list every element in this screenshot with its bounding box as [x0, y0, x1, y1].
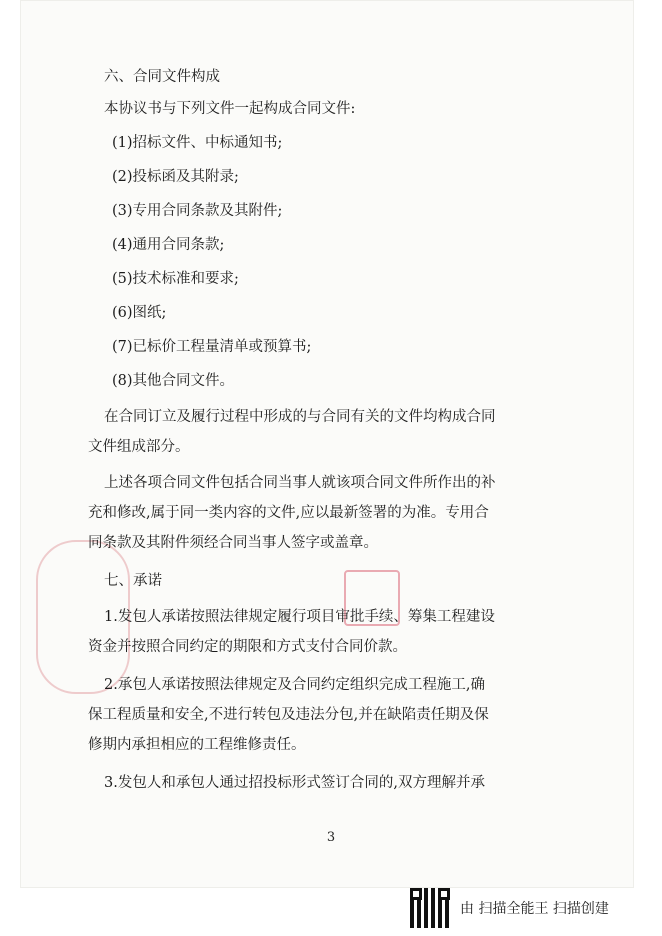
paragraph-line: 文件组成部分。: [88, 439, 190, 455]
list-item: (7)已标价工程量清单或预算书;: [112, 339, 312, 355]
list-item: (3)专用合同条款及其附件;: [112, 203, 283, 219]
list-item: (4)通用合同条款;: [112, 237, 225, 253]
page-number: 3: [326, 830, 336, 845]
section-7-title: 七、承诺: [104, 573, 162, 589]
paragraph-line: 上述各项合同文件包括合同当事人就该项合同文件所作出的补: [104, 475, 496, 491]
paragraph-line: 2.承包人承诺按照法律规定及合同约定组织完成工程施工,确: [104, 677, 485, 693]
qr-code-icon: [410, 888, 450, 928]
list-item: (6)图纸;: [112, 305, 167, 321]
paragraph-line: 修期内承担相应的工程维修责任。: [88, 737, 306, 753]
scanner-watermark: [410, 886, 658, 930]
scanner-text: 由 扫描全能王 扫描创建: [460, 901, 609, 917]
document-body: [88, 60, 574, 798]
list-item: (5)技术标准和要求;: [112, 271, 239, 287]
intro-text: 本协议书与下列文件一起构成合同文件:: [104, 101, 356, 117]
paragraph-line: 充和修改,属于同一类内容的文件,应以最新签署的为准。专用合: [88, 505, 489, 521]
list-item: (2)投标函及其附录;: [112, 169, 239, 185]
paragraph-line: 同条款及其附件须经合同当事人签字或盖章。: [88, 535, 378, 551]
paragraph-line: 3.发包人和承包人通过招投标形式签订合同的,双方理解并承: [104, 775, 485, 791]
paragraph-line: 在合同订立及履行过程中形成的与合同有关的文件均构成合同: [104, 409, 496, 425]
paragraph-line: 资金并按照合同约定的期限和方式支付合同价款。: [88, 639, 407, 655]
list-item: (8)其他合同文件。: [112, 373, 235, 389]
paragraph-line: 保工程质量和安全,不进行转包及违法分包,并在缺陷责任期及保: [88, 707, 489, 723]
section-6-title: 六、合同文件构成: [104, 69, 220, 85]
paragraph-line: 1.发包人承诺按照法律规定履行项目审批手续、筹集工程建设: [104, 609, 495, 625]
list-item: (1)招标文件、中标通知书;: [112, 135, 283, 151]
